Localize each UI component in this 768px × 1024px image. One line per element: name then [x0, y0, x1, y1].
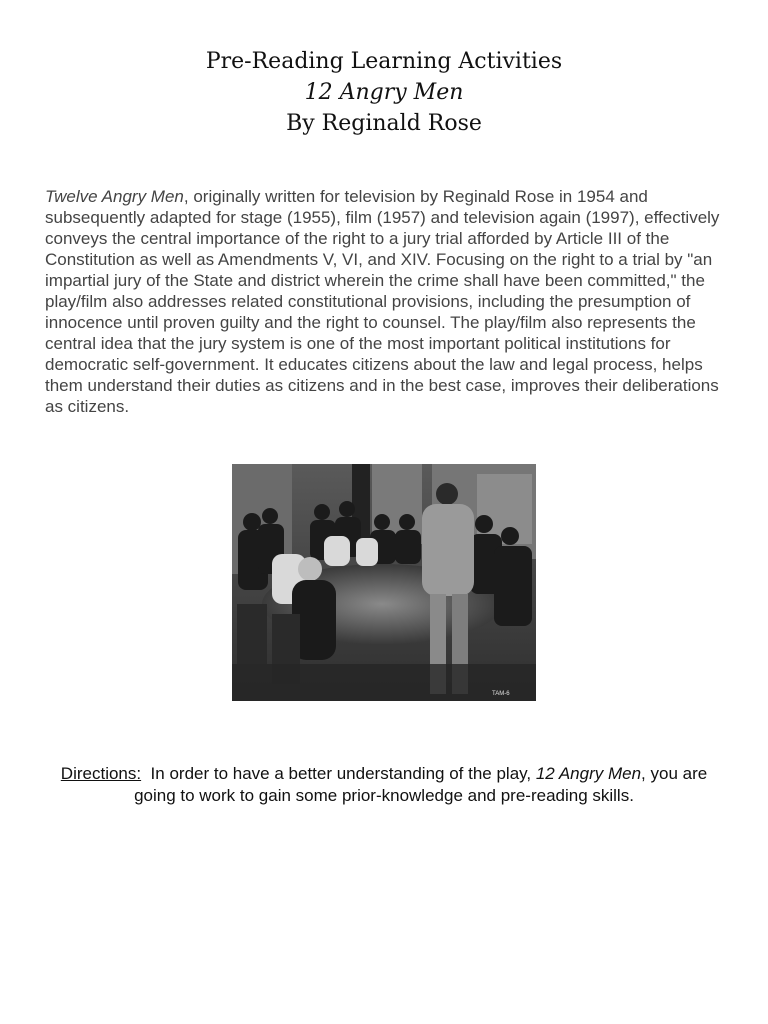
title-line-activities: Pre-Reading Learning Activities [205, 49, 563, 74]
directions-text-before: In order to have a better understanding of the play, [141, 764, 536, 783]
jury-photo [232, 464, 536, 701]
directions-label: Directions: [60, 764, 142, 783]
intro-body: , originally written for television by Reginald Rose in 1954 and subsequently adapted for stage (1955), film (1957) and television again (1997), effectively conveys the central importance of the right to a jury trial afforded by Article III of the Constitution as well as Amendments V, VI, and XIV. Focusing on the right to a trial by "an impartial jury of the State and district wherein the crime shall have been committed," the play/film also addresses related constitutional provisions, including the presumption of innocence until proven guilty and the right to counsel. The play/film also represents the central idea that the jury system is one of the most important political institutions for democratic self-government. It educates citizens about the law and legal process, helps them understand their duties as citizens and in the best case, improves their deliberations as citizens. [45, 187, 720, 416]
title-line-play: 12 Angry Men [304, 80, 464, 105]
directions-text-after: , you are going to work to gain some prior-knowledge and pre-reading skills. [134, 764, 708, 805]
intro-play-title: Twelve Angry Men [45, 187, 184, 206]
document-title [0, 46, 768, 139]
jury-photo-image [232, 464, 536, 701]
directions-paragraph [40, 763, 728, 807]
directions-play-title: 12 Angry Men [535, 764, 642, 783]
intro-paragraph [45, 186, 725, 417]
photo-mark: TAM-6 [492, 691, 510, 697]
title-line-author: By Reginald Rose [286, 111, 482, 136]
